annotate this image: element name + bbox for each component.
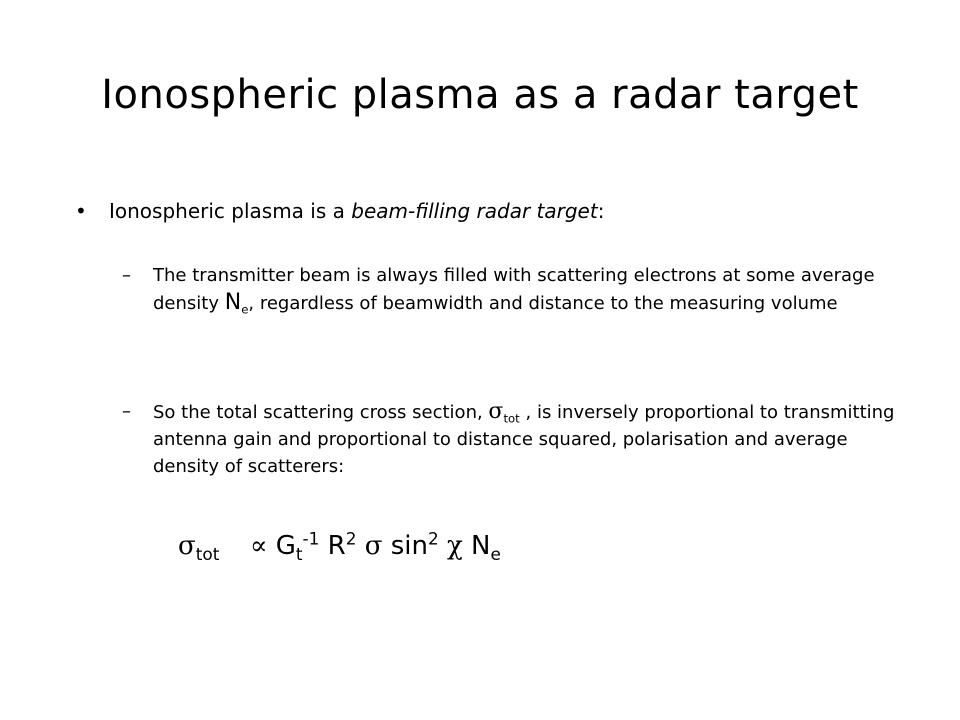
sub-item-text [153, 262, 913, 317]
formula-density-sub: e [490, 544, 501, 565]
sigma-symbol: σ [488, 399, 504, 424]
slide-title: Ionospheric plasma as a radar target [101, 72, 859, 118]
sub-item-cross-section [122, 398, 902, 488]
sub-item-dash: – [122, 265, 131, 286]
formula-sigma-sub: tot [195, 544, 220, 565]
bullet-text-italic: beam-filling radar target [351, 199, 598, 223]
bullet-text-end: : [597, 199, 605, 223]
sub-item-text-part2: , is inversely proportional to transmitting antenna gain and proportional to distance squared, polarisation and average density of scatterers: [153, 402, 895, 477]
formula-sigma: σ [178, 531, 196, 561]
formula-sin: sin [390, 531, 428, 561]
formula-gain: G [275, 531, 296, 561]
sub-item-beam-filled [122, 262, 902, 352]
bullet-item [75, 196, 935, 226]
sub-item-text [153, 398, 913, 480]
formula-proportional: ∝ [249, 531, 268, 561]
sub-item-text-part1: So the total scattering cross section, [153, 402, 489, 423]
sigma-subscript: tot [503, 411, 520, 426]
density-symbol: N [224, 290, 242, 315]
formula-range: R [327, 531, 346, 561]
sub-item-dash: – [122, 401, 131, 422]
formula-range-sup: 2 [345, 528, 357, 549]
density-subscript: e [241, 302, 249, 317]
formula-sin-sup: 2 [428, 528, 439, 549]
formula-sigma-2: σ [364, 531, 383, 561]
sub-item-text-part2: , regardless of beamwidth and distance to the measuring volume [248, 293, 838, 314]
formula-chi: χ [447, 531, 463, 561]
formula-gain-sub: t [295, 544, 303, 565]
bullet-text-start: Ionospheric plasma is a [109, 199, 352, 223]
formula-density: N [471, 531, 491, 561]
cross-section-formula [178, 526, 501, 566]
bullet-marker: • [75, 199, 87, 223]
sub-item-text-part1: The transmitter beam is always filled with scattering electrons at some average density [153, 265, 875, 314]
formula-gain-sup: -1 [302, 528, 320, 549]
